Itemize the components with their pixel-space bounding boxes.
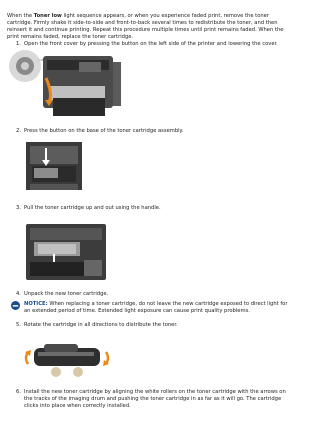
step-text: Press the button on the base of the toner cartridge assembly.: [24, 128, 184, 134]
notice-text: When replacing a toner cartridge, do not leave the new cartridge exposed to direct light for an extended period of time. Extended light exposure can cause print quality problems.: [24, 301, 288, 314]
step-text: Pull the toner cartridge up and out using the handle.: [24, 205, 161, 211]
step-number: 6.: [16, 389, 21, 395]
intro-paragraph: [7, 13, 293, 41]
step-number: 5.: [16, 322, 21, 328]
printer-open-cover-illustration: [9, 50, 145, 120]
step-text: Unpack the new toner cartridge.: [24, 291, 109, 297]
notice-label: NOTICE:: [24, 301, 48, 307]
step-text: Rotate the cartridge in all directions to distribute the toner.: [24, 322, 178, 328]
rotate-cartridge-illustration: [22, 334, 112, 380]
toner-release-button-illustration: [24, 140, 84, 192]
intro-bold-term: Toner low: [33, 13, 62, 19]
step-number: 1.: [16, 41, 21, 47]
notice-icon: [11, 301, 20, 310]
step-number: 3.: [16, 205, 21, 211]
step-number: 2.: [16, 128, 21, 134]
intro-prefix: When the: [7, 13, 33, 19]
step-text: Install the new toner cartridge by aligning the white rollers on the toner cartridge with the arrows on the tracks of the imaging drum and pushing the toner cartridge in as far as it will go. The cartridge clicks into place when correctly installed.: [24, 389, 286, 409]
toner-removal-illustration: [24, 218, 108, 284]
intro-rest: light sequence appears, or when you experience faded print, remove the toner cartridge. Firmly shake it side-to-side and front-to-back several times to redistribute the toner, and then reinsert it and continue printing. Repeat this procedure multiple times until print remains faded. When the print remains faded, replace the toner cartridge.: [7, 13, 284, 40]
step-text: Open the front cover by pressing the button on the left side of the printer and lowering the cover.: [24, 41, 278, 47]
step-number: 4.: [16, 291, 21, 297]
